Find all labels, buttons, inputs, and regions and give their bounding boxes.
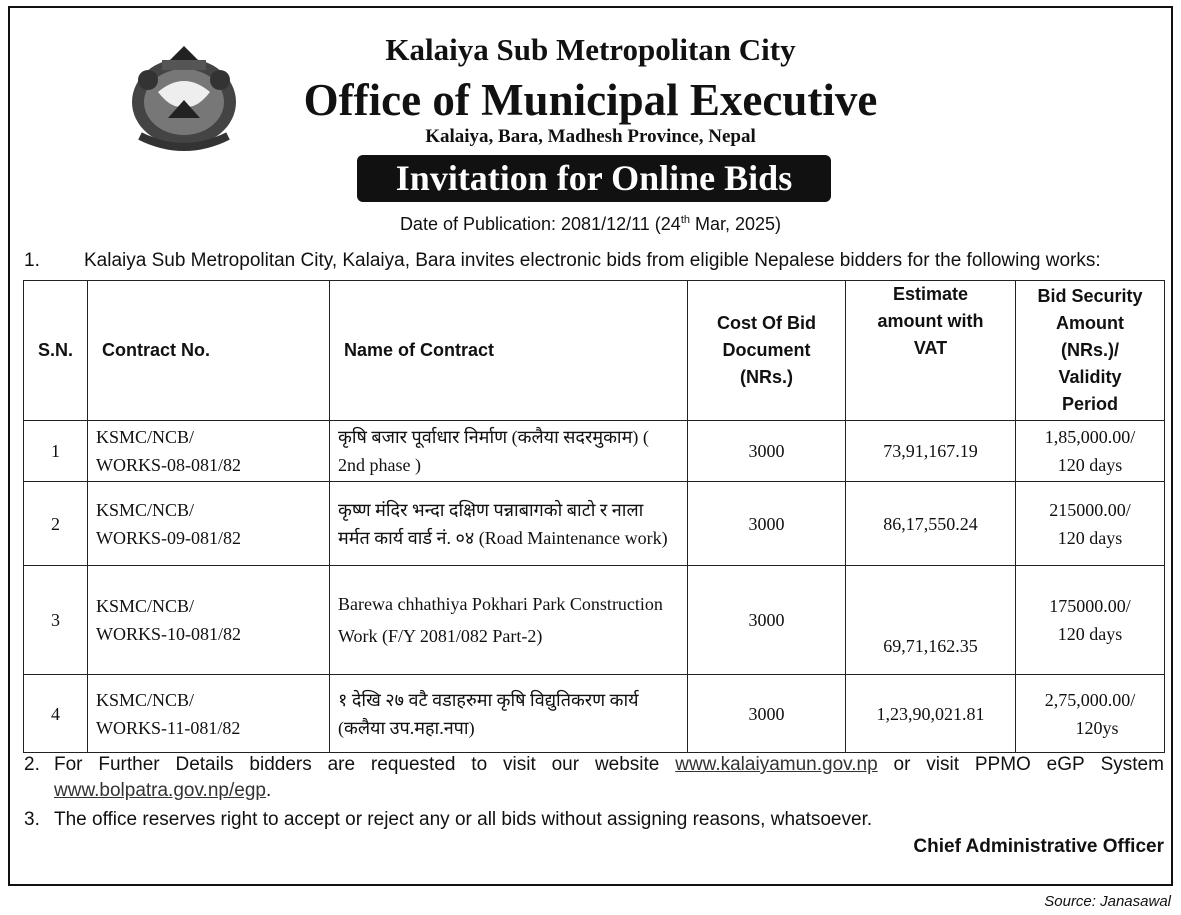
note-word: Details <box>175 754 234 775</box>
municipality-name: Kalaiya Sub Metropolitan City <box>385 32 796 67</box>
cost-header-line: (NRs.) <box>740 367 793 387</box>
row-contract-name: कृषि बजार पूर्वाधार निर्माण (कलैया सदरमुकाम) ( 2nd phase ) <box>330 421 688 482</box>
row-contract-no <box>88 482 330 566</box>
security-line: 120ys <box>1075 717 1119 738</box>
notice-title-banner: Invitation for Online Bids <box>357 155 831 202</box>
contract-no-line: WORKS-09-081/82 <box>96 527 241 548</box>
security-line: 1,85,000.00/ <box>1044 427 1136 447</box>
contract-no-line: KSMC/NCB/ <box>96 499 195 520</box>
row-sn: 3 <box>24 566 88 675</box>
row-contract-name: कृष्ण मंदिर भन्दा दक्षिण पन्नाबागको बाटो र नाला मर्मत कार्य वार्ड नं. ०४ (Road Maintenance work) <box>330 482 688 566</box>
intro-text: Kalaiya Sub Metropolitan City, Kalaiya, Bara invites electronic bids from eligible Nepalese bidders for the following works: <box>84 250 1101 271</box>
office-address: Kalaiya, Bara, Madhesh Province, Nepal <box>425 126 756 147</box>
col-header-security <box>1016 281 1165 421</box>
note-2-body <box>54 754 1164 802</box>
bids-table <box>23 280 1165 753</box>
intro-number: 1. <box>24 250 40 271</box>
row-sn: 1 <box>24 421 88 482</box>
row-cost: 3000 <box>688 421 846 482</box>
cost-header-line: Cost Of Bid <box>717 313 816 333</box>
note-2-line-1 <box>54 754 1164 776</box>
col-header-name: Name of Contract <box>330 281 688 421</box>
note-word: our <box>551 754 580 775</box>
security-header-line: Validity <box>1058 367 1122 387</box>
signatory-title: Chief Administrative Officer <box>913 836 1164 857</box>
note-word: eGP <box>1046 754 1085 775</box>
security-header-line: Amount <box>1056 313 1124 333</box>
estimate-header-line: Estimate <box>892 284 969 304</box>
estimate-header-line: amount with <box>877 311 984 331</box>
row-cost: 3000 <box>688 675 846 753</box>
note-word: bidders <box>249 754 312 775</box>
security-line: 175000.00/ <box>1049 596 1131 616</box>
note-2-line-2 <box>54 780 1164 802</box>
note-word: System <box>1100 754 1164 775</box>
note-word: For <box>54 754 83 775</box>
note-3-text: The office reserves right to accept or reject any or all bids without assigning reasons, whatsoever. <box>54 809 873 830</box>
note-word: are <box>327 754 356 775</box>
row-cost: 3000 <box>688 482 846 566</box>
estimate-header-line: VAT <box>913 338 948 358</box>
row-contract-no <box>88 421 330 482</box>
row-security <box>1016 421 1165 482</box>
note-word: or <box>893 754 911 775</box>
row-contract-no <box>88 675 330 753</box>
note-2-number: 2. <box>24 754 40 775</box>
bolpatra-egp-link[interactable]: www.bolpatra.gov.np/egp <box>54 780 266 801</box>
row-security <box>1016 482 1165 566</box>
note-word: PPMO <box>974 754 1031 775</box>
row-estimate: 73,91,167.19 <box>846 421 1016 482</box>
row-security <box>1016 675 1165 753</box>
col-header-sn: S.N. <box>24 281 88 421</box>
col-header-estimate <box>846 281 1016 421</box>
table-row <box>24 482 1165 566</box>
contract-no-line: KSMC/NCB/ <box>96 427 195 447</box>
col-header-cost <box>688 281 846 421</box>
note-word: visit <box>926 754 959 775</box>
cost-header-line: Document <box>722 340 811 360</box>
note-word: requested <box>370 754 456 775</box>
table-header-row <box>24 281 1165 421</box>
note-2-period: . <box>265 780 272 801</box>
pub-date-suffix: Mar, 2025) <box>690 214 782 234</box>
row-estimate: 69,71,162.35 <box>846 566 1016 675</box>
table-row <box>24 675 1165 753</box>
row-security <box>1016 566 1165 675</box>
security-header-line: (NRs.)/ <box>1061 340 1119 360</box>
note-word: to <box>471 754 488 775</box>
note-word: Further <box>98 754 160 775</box>
col-header-contract-no: Contract No. <box>88 281 330 421</box>
contract-no-line: KSMC/NCB/ <box>96 689 195 710</box>
security-line: 120 days <box>1057 624 1123 644</box>
row-sn: 2 <box>24 482 88 566</box>
row-sn: 4 <box>24 675 88 753</box>
contract-no-line: WORKS-10-081/82 <box>96 624 241 644</box>
table-row <box>24 421 1165 482</box>
security-line: 215000.00/ <box>1049 499 1131 520</box>
security-header-line: Bid Security <box>1037 286 1143 306</box>
contract-no-line: WORKS-08-081/82 <box>96 455 241 475</box>
publication-date <box>0 214 1181 235</box>
contract-no-line: WORKS-11-081/82 <box>96 717 241 738</box>
source-credit: Source: Janasawal <box>1044 893 1171 910</box>
security-line: 120 days <box>1057 455 1123 475</box>
note-word: website <box>594 754 660 775</box>
security-line: 120 days <box>1057 527 1123 548</box>
office-title: Office of Municipal Executive <box>303 75 878 125</box>
security-line: 2,75,000.00/ <box>1044 689 1136 710</box>
row-estimate: 86,17,550.24 <box>846 482 1016 566</box>
row-contract-name: १ देखि २७ वटै वडाहरुमा कृषि विद्युतिकरण कार्य (कलैया उप.महा.नपा) <box>330 675 688 753</box>
row-contract-no <box>88 566 330 675</box>
note-word: visit <box>503 754 536 775</box>
note-3-number: 3. <box>24 809 40 830</box>
row-contract-name: Barewa chhathiya Pokhari Park Construction Work (F/Y 2081/082 Part-2) <box>330 566 688 675</box>
contract-no-line: KSMC/NCB/ <box>96 596 195 616</box>
security-header-line: Period <box>1061 394 1118 414</box>
pub-date-sup: th <box>680 214 690 226</box>
table-row <box>24 566 1165 675</box>
row-cost: 3000 <box>688 566 846 675</box>
row-estimate: 1,23,90,021.81 <box>846 675 1016 753</box>
pub-date-prefix: Date of Publication: 2081/12/11 (24 <box>399 214 681 234</box>
kalaiyamun-website-link[interactable]: www.kalaiyamun.gov.np <box>675 754 878 775</box>
